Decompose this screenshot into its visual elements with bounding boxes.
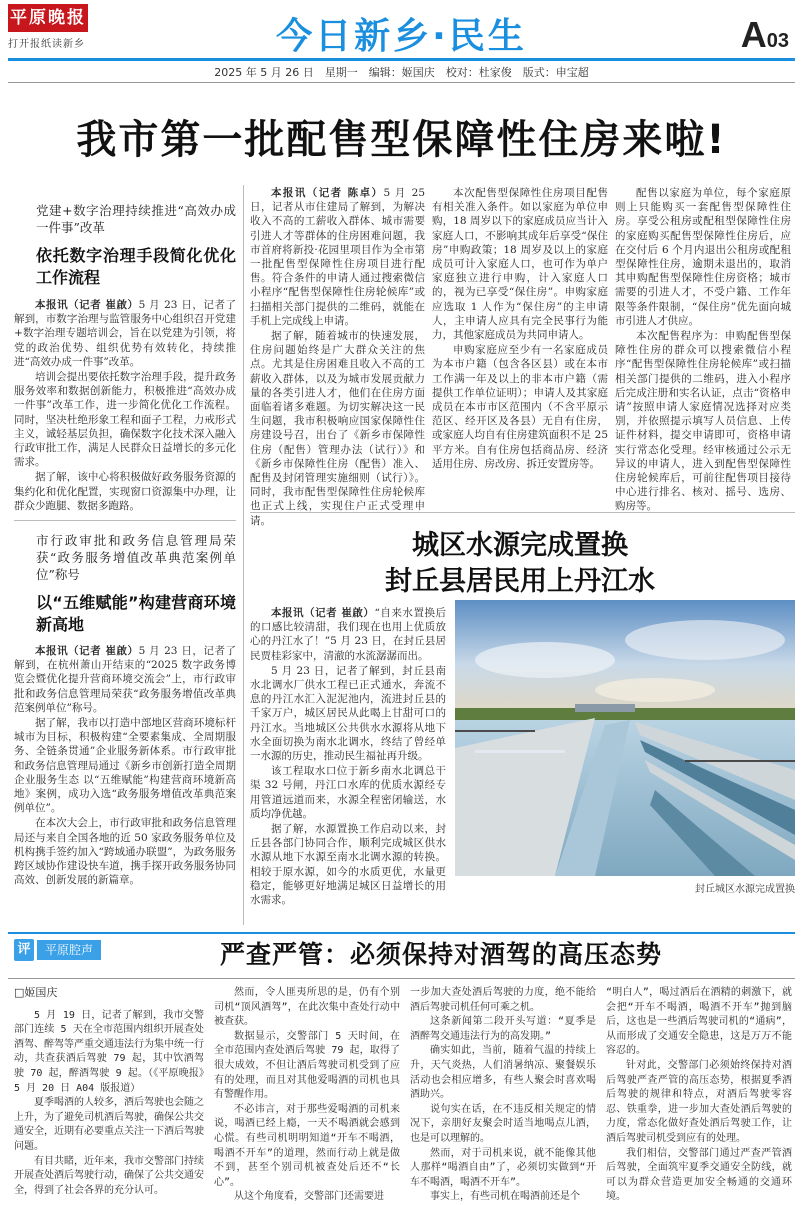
opinion-c3e: 然而，对于司机来说，就不能像其他人那样“喝酒自由”了，必须切实做到“开车不喝酒，喝酒不开车”。 [410,1147,596,1188]
opinion-c3b: 这条新闻第二段开头写道：“夏季是酒醉驾交通违法行为的高发期。” [410,1016,596,1042]
award-subhead-block [36,592,236,638]
water-headline-1[interactable]: 城区水源完成置换 [412,530,628,561]
housing-p6: 本次配售程序为：申购配售型保障性住房的群众可以搜索微信小程序“配售型保障性住房轮候库”或扫描相关部门提供的二维码，进入小程序后完成注册和实名认证，点击“资格申请”按照申请人家庭情况选择对应类别，并依照提示填写人员信息、上传证件材料，提交申请即可，资格申请实行常态化受理。经审核通过公示无异议的申请人，进入到配售型保障性住房轮候库后，可前往配售项目接待中心进行排名、核对、摇号、选房、购房等。 [615,330,791,513]
digital-subhead-block [36,245,236,293]
opinion-col-2 [214,986,400,1203]
opinion-c2d: 从这个角度看，交警部门还需要进 [234,1191,384,1203]
water-plant-photo-art [455,600,795,876]
logo-slogan: 打开报纸读新乡 [8,39,85,50]
housing-col-2 [432,186,608,504]
column-tag[interactable] [14,938,101,962]
opinion-rule [8,978,795,979]
award-lead: 本报讯（记者 崔啟） [35,645,139,657]
dateline-rule [8,82,795,83]
award-p1: 5 月 23 日，记者了解到，在杭州萧山开结束的“2025 数字政务博览会暨优化提升营商环境交流会”上，市行政审批和政务信息管理局荣获“政务服务增值改革典范案例单位”称号。 [14,645,236,714]
masthead [0,0,803,64]
housing-p1: 5 月 25 日，记者从市住建局了解到，为解决收入不高的工薪收入群体、城市需要引进人才等群体的住房困难问题，我市首府将新投·花园里项目作为全市第一批配售型保障性住房项目进行配售。符合条件的申请人通过搜索微信小程序“配售型保障性住房轮候库”或扫描相关部门提供的二维码，就能在手机上完成线上申请。 [250,187,425,327]
award-p3: 在本次大会上，市行政审批和政务信息管理局还与来自全国各地的近 50 家政务服务单位及机构携手签约加入“跨域通办联盟”，为政务服务跨区域协作建设快车道，携手探开政务服务协同高效、创新发展的新篇章。 [14,817,236,887]
opinion-col-1 [14,986,204,1196]
section-title: 今日新乡·民生 [276,16,527,57]
opinion-band [8,932,795,934]
divider [250,512,795,513]
page-number [741,14,789,56]
opinion-c3d: 说句实在话，在不违反相关规定的情况下，亲朋好友聚会时适当地喝点儿酒，也是可以理解的。 [410,1103,596,1144]
water-p1: “自来水置换后的口感比较清甜，我们现在也用上优质放心的丹江水了！”5 月 23 日，在封丘县居民贾桂彩家中，清澈的水流潺潺而出。 [250,607,446,662]
water-p2: 5 月 23 日，记者了解到，封丘县南水北调水厂供水工程已正式通水，奔流不息的丹江水汇入泥泥池内，流进封丘县的千家万户，城区居民从此喝上甘甜可口的丹江水。当地城区公共供水水源将从地下水全面切换为南水北调水，终结了曾经单一水源的历史，推动民生福祉再升级。 [250,664,446,763]
housing-lead: 本报讯（记者 陈卓） [271,187,384,199]
opinion-c3: 一步加大查处酒后驾驶的力度，绝不能给酒后驾驶司机任何可乘之机。 [410,987,596,1013]
divider [14,520,236,521]
main-headline[interactable]: 我市第一批配售型保障性住房来啦! [76,117,727,163]
water-article [250,606,446,926]
opinion-c1c: 有目共睹，近年来，我市交警部门持续开展查处酒后驾驶行动，确保了公共交通安全，得到了社会各界的充分认可。 [14,1155,204,1196]
award-kicker: 市行政审批和政务信息管理局荣获“政务服务增值改革典范案例单位”称号 [36,533,236,582]
page-digits: 03 [766,30,789,52]
opinion-c2b: 数据显示，交警部门 5 天时间，在全市范围内查处酒后驾驶 79 起，取得了很大成效，不但让酒后驾驶司机受到了应有的处理，而且对其他爱喝酒的司机也具有警醒作用。 [214,1030,400,1101]
digital-lead: 本报讯（记者 崔啟） [35,299,139,311]
award-kicker-block [36,532,236,590]
dateline: 2025 年 5 月 26 日 星期一 编辑：姬国庆 校对：杜家俊 版式：申宝超 [214,66,589,79]
housing-col-1 [250,186,425,527]
logo-text: 平原晚报 [8,4,88,32]
digital-subhead[interactable]: 依托数字治理手段简化优化工作流程 [36,246,236,287]
photo-caption: 封丘城区水源完成置换 [695,884,795,895]
opinion-col-4 [606,986,792,1203]
opinion-c4b: 针对此，交警部门必须始终保持对酒后驾驶严查严管的高压态势，根据夏季酒后驾驶的规律和特点，对酒后驾驶零容忍、铁重拳，进一步加大查处酒后驾驶的力度，常态化做好查处酒后驾驶工作，让酒后驾驶司机受到应有的处理。 [606,1059,792,1144]
opinion-c1: 5 月 19 日，记者了解到，我市交警部门连续 5 天在全市范围内组织开展查处酒驾、醉驾等严重交通违法行为集中统一行动，共查获酒后驾驶 79 起，其中饮酒驾驶 70 起，醉酒驾驶 9 起。（《平原晚报》5 月 20 日 A04 版报道） [14,1009,204,1094]
digital-p3: 据了解，该中心将积极做好政务服务资源的集约化和优化配置，实现窗口资源集中办理，让群众少跑腿、数据多跑路。 [14,471,236,512]
housing-p4: 申购家庭应至少有一名家庭成员为本市户籍（包含各区县）或在本市工作满一年及以上的非本市户籍（需提供工作单位证明）；申请人及其家庭成员在本市市区范围内（不含平原示范区、经开区及各县）无自有住房，或家庭人均自有住房建筑面积不足 25 平方米。自有住房包括商品房、经济适用住房、房改房、拆迁安置房等。 [432,344,608,470]
opinion-byline: □姬国庆 [14,986,58,999]
water-p4: 据了解，水源置换工作启动以来，封丘县各部门协同合作，顺利完成城区供水水源从地下水源至南水北调水源的转换。相较于原水源，如今的水质更优，水量更稳定，能够更好地满足城区日益增长的用水需求。 [250,823,446,907]
column-divider [243,185,244,925]
opinion-c4: “明白人”，喝过酒后在酒精的刺激下，就会把“开车不喝酒，喝酒不开车”抛到脑后，这也是一些酒后驾驶司机的“通病”，从而形成了交通安全隐患，这是万万不能容忍的。 [606,987,792,1057]
opinion-headline[interactable]: 严查严管：必须保持对酒驾的高压态势 [220,940,663,969]
column-tag-label: 平原腔声 [37,940,101,960]
digital-kicker: 党建+数字治理持续推进“高效办成一件事”改革 [36,203,236,235]
water-p3: 该工程取水口位于新乡南水北调总干渠 32 号闸，丹江口水库的优质水源经专用管道远道而来，水源全程密闭输送，水质均净优越。 [250,765,446,820]
digital-p2: 培训会提出要依托数字治理手段，提升政务服务效率和数据创新能力，积极推进“高效办成一件事”改革工作，进一步简化优化工作流程。同时，坚决杜绝形象工程和面子工程，力戒形式主义，诚轻基层负担，确保数字化技术深入融入行政审批工作，满足人民群众日益增长的多元化需求。 [14,371,236,469]
opinion-c3f: 事实上，有些司机在喝酒前还是个 [430,1191,580,1203]
page-letter: A [740,14,767,55]
award-article [14,644,236,926]
water-lead: 本报讯（记者 崔啟） [271,607,375,619]
housing-col-3 [615,186,791,513]
opinion-col-3 [410,986,596,1203]
housing-p3: 本次配售型保障性住房项目配售有相关准入条件。如以家庭为单位申购，18 周岁以下的家庭成员应当计入家庭人口，不影响其成年后享受“保住房”申购政策；18 周岁及以上的家庭成员可计入家庭人口，也可作为单户家庭独立进行申购，计入家庭人口的，视为已享受“保住房”。申购家庭应选取 1 人作为“保住房”的主申请人，主申请人应具有完全民事行为能力，其他家庭成员为共同申请人。 [432,187,608,342]
housing-p2: 据了解，随着城市的快速发展，住房问题始终是广大群众关注的焦点。尤其是住房困难且收入不高的工薪收入群体，以及为城市发展贡献力量的各类引进人才，他们在住房方面面临着诸多难题。为切实解决这一民生问题，我市积极响应国家保障性住房建设号召，出台了《新乡市保障性住房（配售）管理办法（试行）》和《新乡市保障性住房（配售）准入、配售及封闭管理实施细则（试行）》。同时，我市配售型保障性住房轮候库也正式上线，实现住户正式受理申请。 [250,330,425,527]
water-headline-2[interactable]: 封丘县居民用上丹江水 [385,566,655,597]
opinion-c1b: 夏季喝酒的人较多，酒后驾驶也会随之上升，为了避免司机酒后驾驶，确保公共交通安全，近期有必要重点关注一下酒后驾驶问题。 [14,1097,204,1152]
water-plant-photo[interactable] [455,600,795,876]
opinion-c2c: 不必讳言，对于那些爱喝酒的司机来说，喝酒已经上瘾，一天不喝酒就会感到心慌。有些司机明明知道“开车不喝酒，喝酒不开车”的道理，然而行动上就是做不到，甚至个别司机被查处后还不“长心”。 [214,1103,400,1188]
masthead-rule [8,58,795,61]
comment-icon: 评 [14,939,34,961]
housing-p5: 配售以家庭为单位，每个家庭原则上只能购买一套配售型保障性住房。享受公租房或配租型保障性住房的家庭购买配售型保障性住房后，应在交付后 6 个月内退出公租房或配租型保障性住房，逾期未退出的，取消其申购配售型保障性住房资格；城市需要的引进人才，不受户籍、工作年限等条件限制，“保住房”优先面向城市引进人才供应。 [615,187,791,327]
opinion-c2: 然而，令人匪夷所思的是，仍有个别司机“顶风酒驾”，在此次集中查处行动中被查获。 [214,987,400,1028]
award-p2: 据了解，我市以打造中部地区营商环境标杆城市为目标，积极构建“全要素集成、全周期服务、全链条贯通”企业服务新体系。市行政审批和政务信息管理局通过《新乡市创新打造全周期企业服务生态 以“五维赋能”构建营商环境新高地》案例，成功入选“政务服务增值改革典范案例单位”。 [14,717,236,815]
opinion-c4c: 我们相信，交警部门通过严查严管酒后驾驶，全面筑牢夏季交通安全防线，就可以为群众营造更加安全畅通的交通环境。 [606,1147,792,1203]
digital-p1: 5 月 23 日，记者了解到，市数字治理与监管服务中心组织召开党建+数字治理专题培训会，旨在以党建为引领，将党的政治优势、组织优势有效转化，持续推进“高效办成一件事”改革。 [14,299,236,368]
award-subhead[interactable]: 以“五维赋能”构建营商环境新高地 [36,593,236,634]
opinion-c3c: 确实如此，当前，随着气温的持续上升，天气炎热，人们消暑纳凉、聚餐娱乐活动也会相应增多，有些人聚会时喜欢喝酒助兴。 [410,1045,596,1101]
digital-article [14,298,236,510]
